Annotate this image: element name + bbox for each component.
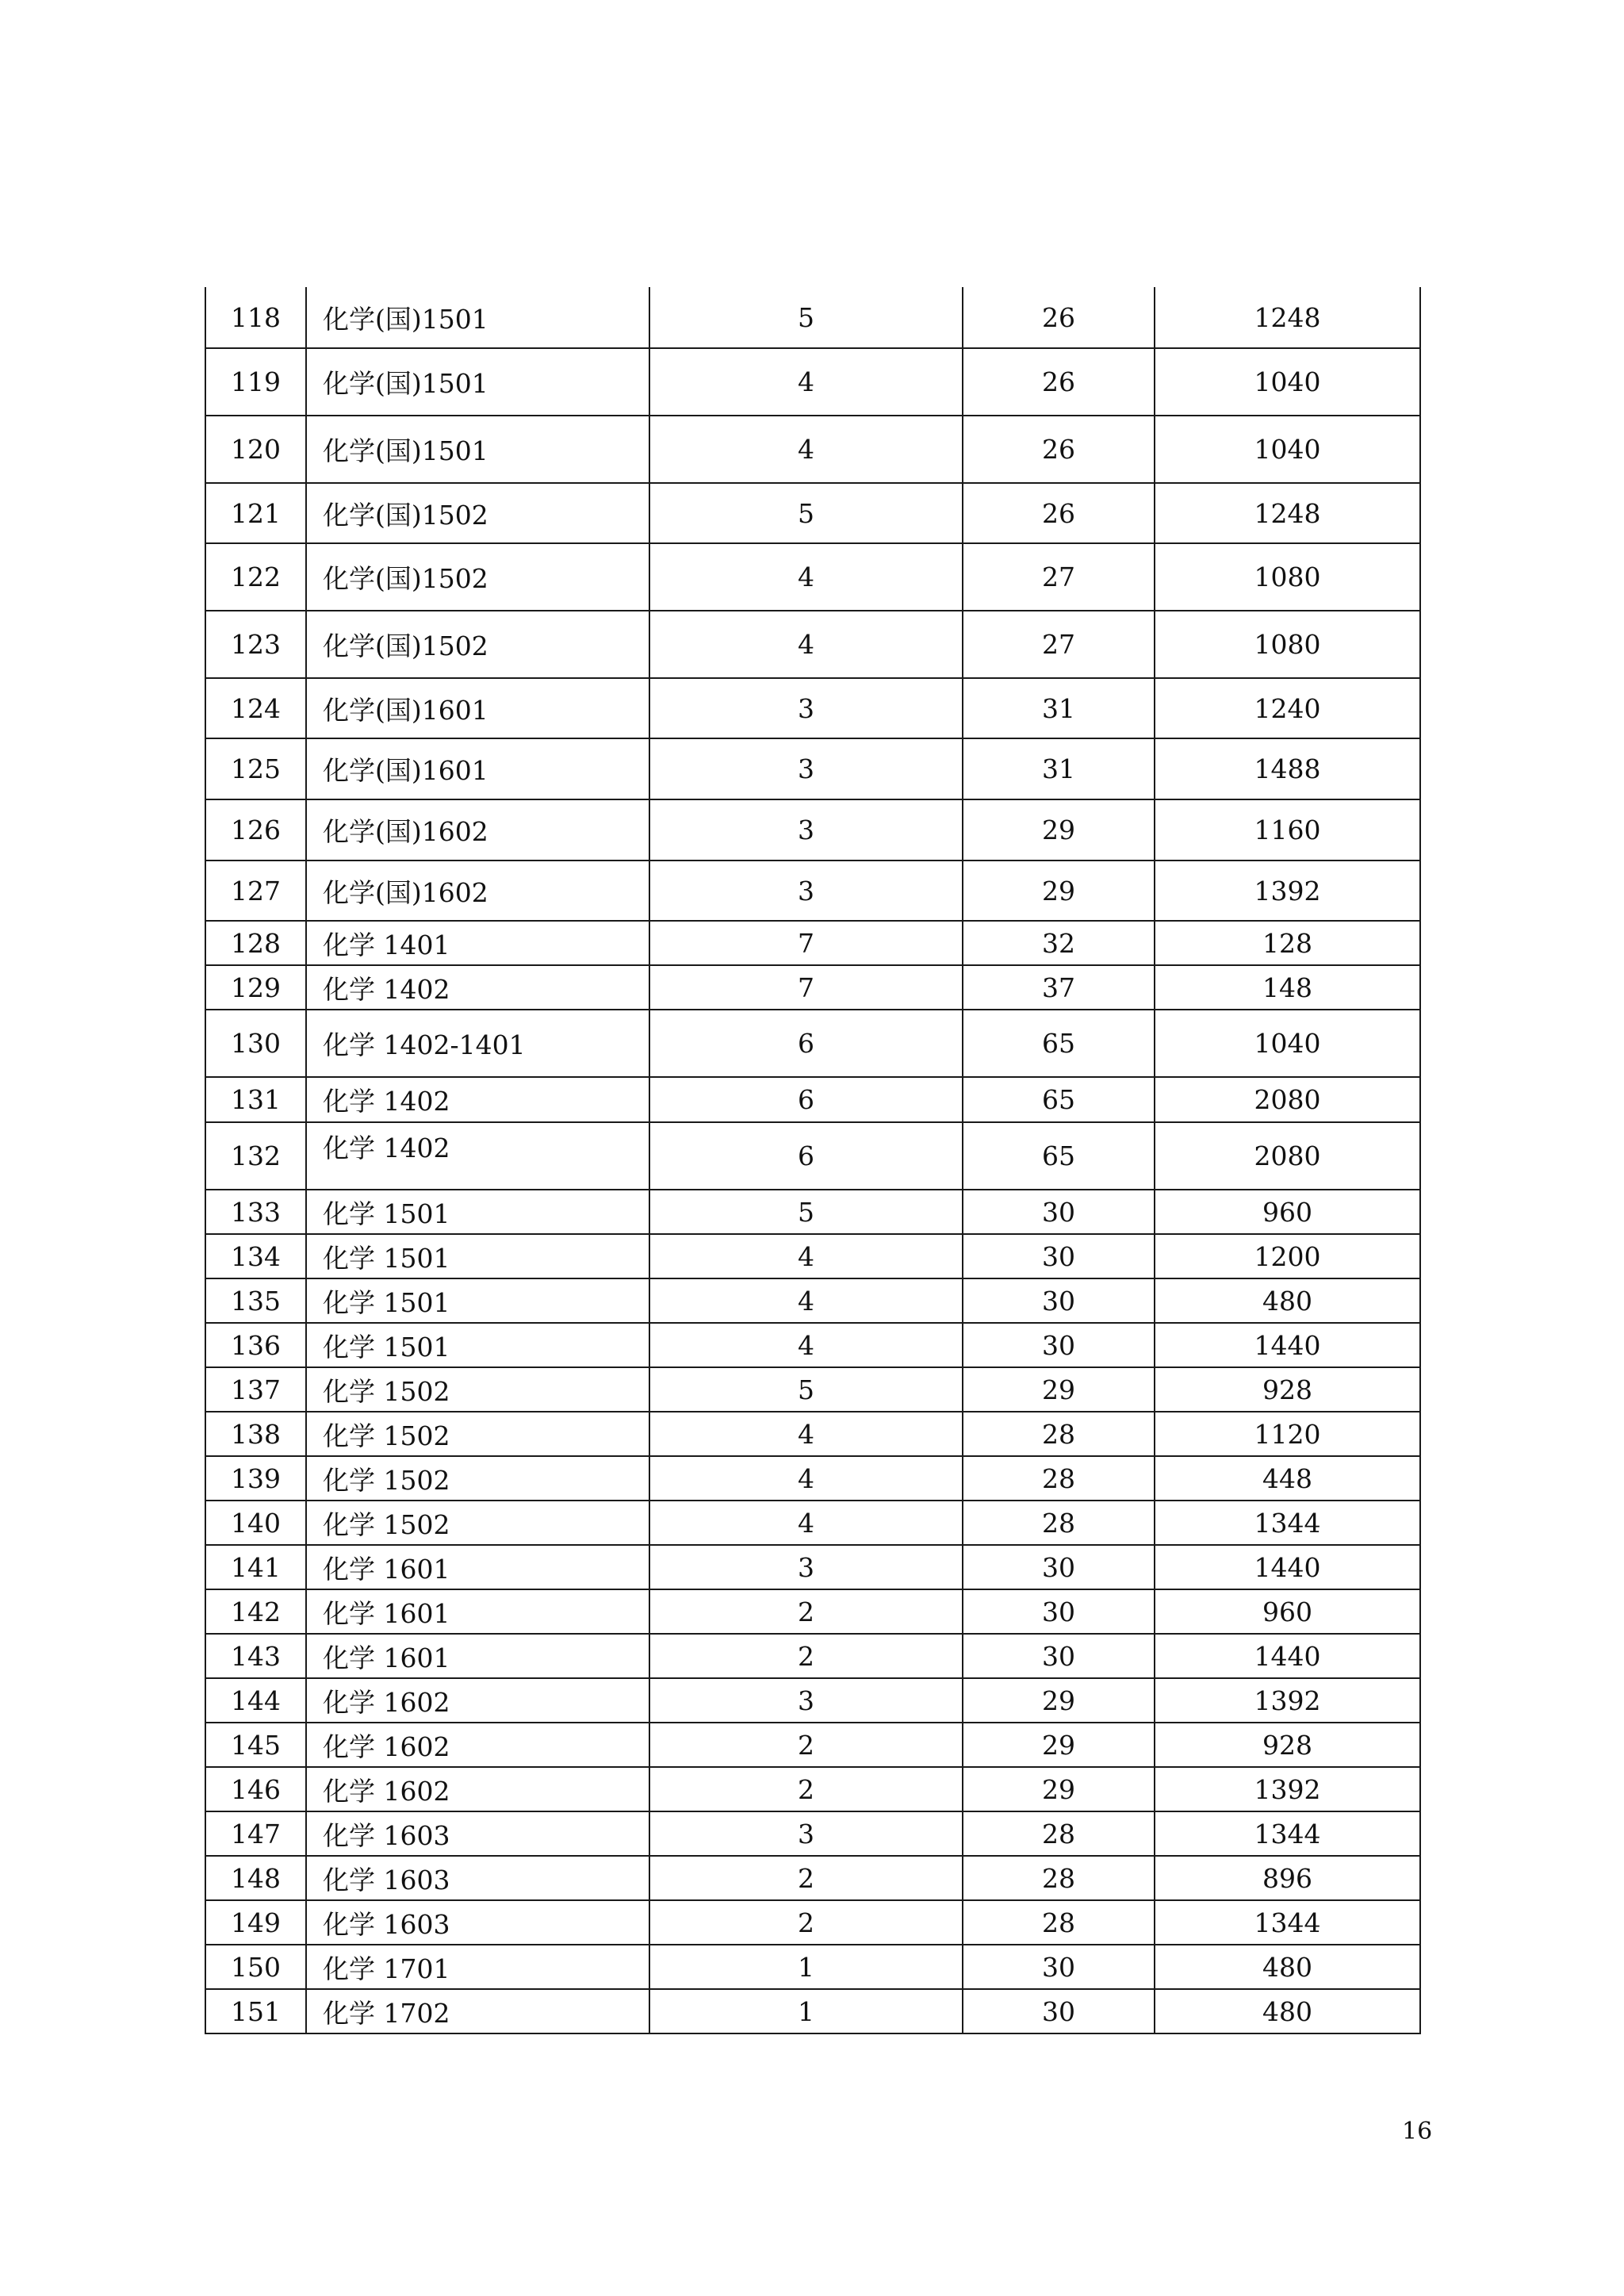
cell-class-name: 化学 1501 [306, 1323, 649, 1367]
table-row [205, 416, 1420, 483]
cell-no: 149 [205, 1900, 306, 1945]
cell-col4: 30 [963, 1278, 1155, 1323]
cell-class-name: 化学(国)1501 [306, 416, 649, 483]
table-row [205, 738, 1420, 799]
cell-class-name: 化学 1401 [306, 921, 649, 965]
cell-col3: 2 [649, 1634, 963, 1678]
cell-col3: 4 [649, 1323, 963, 1367]
cell-col3: 3 [649, 1545, 963, 1589]
cell-no: 148 [205, 1856, 306, 1900]
cell-col5: 1392 [1155, 1767, 1420, 1811]
cell-col3: 1 [649, 1945, 963, 1989]
cell-no: 127 [205, 861, 306, 921]
cell-col3: 4 [649, 543, 963, 611]
table-row [205, 1989, 1420, 2033]
cell-col4: 29 [963, 1767, 1155, 1811]
cell-no: 118 [205, 287, 306, 348]
cell-no: 130 [205, 1010, 306, 1077]
table-row [205, 1589, 1420, 1634]
cell-class-name: 化学(国)1502 [306, 543, 649, 611]
table-row [205, 1945, 1420, 1989]
cell-class-name: 化学(国)1602 [306, 799, 649, 861]
cell-no: 150 [205, 1945, 306, 1989]
table-row [205, 287, 1420, 348]
cell-class-name: 化学(国)1602 [306, 861, 649, 921]
cell-col3: 3 [649, 678, 963, 738]
cell-col4: 65 [963, 1010, 1155, 1077]
cell-no: 123 [205, 611, 306, 678]
cell-col4: 28 [963, 1501, 1155, 1545]
cell-col5: 1040 [1155, 348, 1420, 416]
cell-class-name: 化学(国)1501 [306, 287, 649, 348]
cell-col3: 4 [649, 611, 963, 678]
cell-class-name: 化学 1602 [306, 1767, 649, 1811]
table-row [205, 1767, 1420, 1811]
cell-col5: 1240 [1155, 678, 1420, 738]
cell-col5: 1040 [1155, 1010, 1420, 1077]
cell-col5: 2080 [1155, 1122, 1420, 1190]
cell-class-name: 化学 1402 [306, 1122, 649, 1190]
table-row [205, 1501, 1420, 1545]
cell-col4: 30 [963, 1634, 1155, 1678]
table-row [205, 1545, 1420, 1589]
cell-no: 141 [205, 1545, 306, 1589]
cell-col3: 3 [649, 861, 963, 921]
table-body [205, 287, 1420, 2033]
cell-col4: 29 [963, 799, 1155, 861]
cell-col4: 30 [963, 1190, 1155, 1234]
cell-col4: 27 [963, 611, 1155, 678]
table-row [205, 965, 1420, 1010]
cell-col5: 1040 [1155, 416, 1420, 483]
table-row [205, 1367, 1420, 1412]
table-row [205, 1234, 1420, 1278]
cell-col5: 1080 [1155, 543, 1420, 611]
cell-col4: 31 [963, 738, 1155, 799]
cell-col3: 4 [649, 1501, 963, 1545]
cell-col4: 30 [963, 1323, 1155, 1367]
cell-col3: 5 [649, 287, 963, 348]
cell-col4: 29 [963, 1678, 1155, 1723]
cell-class-name: 化学 1501 [306, 1190, 649, 1234]
cell-no: 125 [205, 738, 306, 799]
cell-col3: 4 [649, 1278, 963, 1323]
cell-col3: 6 [649, 1122, 963, 1190]
cell-col3: 4 [649, 1412, 963, 1456]
cell-col5: 928 [1155, 1723, 1420, 1767]
cell-col3: 3 [649, 1678, 963, 1723]
cell-col5: 1120 [1155, 1412, 1420, 1456]
cell-col5: 148 [1155, 965, 1420, 1010]
table-row [205, 543, 1420, 611]
cell-no: 126 [205, 799, 306, 861]
cell-class-name: 化学 1501 [306, 1234, 649, 1278]
cell-col4: 65 [963, 1122, 1155, 1190]
cell-col4: 26 [963, 287, 1155, 348]
cell-col5: 1160 [1155, 799, 1420, 861]
cell-col3: 5 [649, 1190, 963, 1234]
table-row [205, 1856, 1420, 1900]
cell-col5: 448 [1155, 1456, 1420, 1501]
cell-no: 144 [205, 1678, 306, 1723]
cell-class-name: 化学 1603 [306, 1900, 649, 1945]
cell-col3: 5 [649, 1367, 963, 1412]
table-row [205, 1723, 1420, 1767]
cell-col4: 27 [963, 543, 1155, 611]
cell-no: 133 [205, 1190, 306, 1234]
cell-col3: 7 [649, 965, 963, 1010]
cell-class-name: 化学 1601 [306, 1589, 649, 1634]
cell-col3: 6 [649, 1010, 963, 1077]
cell-col3: 6 [649, 1077, 963, 1122]
cell-class-name: 化学(国)1601 [306, 738, 649, 799]
page-number: 16 [1402, 2118, 1433, 2145]
table-row [205, 678, 1420, 738]
cell-col3: 4 [649, 1456, 963, 1501]
cell-class-name: 化学 1402-1401 [306, 1010, 649, 1077]
cell-no: 124 [205, 678, 306, 738]
cell-col5: 1440 [1155, 1634, 1420, 1678]
cell-col5: 1200 [1155, 1234, 1420, 1278]
table-row [205, 921, 1420, 965]
cell-col3: 1 [649, 1989, 963, 2033]
cell-class-name: 化学 1402 [306, 965, 649, 1010]
cell-col3: 2 [649, 1767, 963, 1811]
table-row [205, 1190, 1420, 1234]
cell-class-name: 化学 1603 [306, 1811, 649, 1856]
table-row [205, 1077, 1420, 1122]
cell-no: 128 [205, 921, 306, 965]
cell-col4: 29 [963, 1723, 1155, 1767]
cell-col4: 28 [963, 1412, 1155, 1456]
cell-class-name: 化学(国)1601 [306, 678, 649, 738]
table-row [205, 861, 1420, 921]
table-row [205, 1811, 1420, 1856]
cell-class-name: 化学 1601 [306, 1545, 649, 1589]
cell-no: 120 [205, 416, 306, 483]
cell-col5: 960 [1155, 1589, 1420, 1634]
cell-no: 129 [205, 965, 306, 1010]
cell-no: 143 [205, 1634, 306, 1678]
cell-no: 139 [205, 1456, 306, 1501]
cell-class-name: 化学 1502 [306, 1456, 649, 1501]
cell-col3: 2 [649, 1856, 963, 1900]
cell-no: 131 [205, 1077, 306, 1122]
cell-col3: 2 [649, 1589, 963, 1634]
cell-col4: 28 [963, 1856, 1155, 1900]
cell-col4: 30 [963, 1234, 1155, 1278]
cell-col4: 31 [963, 678, 1155, 738]
cell-col4: 32 [963, 921, 1155, 965]
table-row [205, 1412, 1420, 1456]
cell-no: 134 [205, 1234, 306, 1278]
table-row [205, 1634, 1420, 1678]
cell-col3: 4 [649, 416, 963, 483]
cell-col3: 2 [649, 1900, 963, 1945]
cell-col3: 3 [649, 738, 963, 799]
cell-class-name: 化学 1502 [306, 1367, 649, 1412]
table-row [205, 1323, 1420, 1367]
cell-col4: 30 [963, 1545, 1155, 1589]
cell-col5: 1392 [1155, 1678, 1420, 1723]
cell-col5: 1344 [1155, 1811, 1420, 1856]
cell-col5: 480 [1155, 1945, 1420, 1989]
cell-col4: 26 [963, 483, 1155, 543]
cell-col4: 26 [963, 348, 1155, 416]
cell-col3: 4 [649, 348, 963, 416]
table-row [205, 1278, 1420, 1323]
cell-col5: 480 [1155, 1278, 1420, 1323]
cell-no: 142 [205, 1589, 306, 1634]
cell-class-name: 化学 1502 [306, 1501, 649, 1545]
table-row [205, 1122, 1420, 1190]
table-row [205, 1678, 1420, 1723]
table-row [205, 1900, 1420, 1945]
cell-class-name: 化学(国)1502 [306, 611, 649, 678]
cell-col5: 928 [1155, 1367, 1420, 1412]
cell-col5: 1440 [1155, 1323, 1420, 1367]
cell-no: 151 [205, 1989, 306, 2033]
cell-col5: 1248 [1155, 287, 1420, 348]
cell-col4: 30 [963, 1945, 1155, 1989]
cell-no: 136 [205, 1323, 306, 1367]
cell-col4: 28 [963, 1811, 1155, 1856]
cell-no: 122 [205, 543, 306, 611]
cell-col5: 1392 [1155, 861, 1420, 921]
cell-class-name: 化学 1602 [306, 1678, 649, 1723]
table-row [205, 1456, 1420, 1501]
cell-col4: 26 [963, 416, 1155, 483]
cell-col4: 30 [963, 1589, 1155, 1634]
cell-col5: 1344 [1155, 1900, 1420, 1945]
cell-class-name: 化学 1601 [306, 1634, 649, 1678]
table-row [205, 611, 1420, 678]
cell-no: 147 [205, 1811, 306, 1856]
table-row [205, 348, 1420, 416]
cell-col5: 1440 [1155, 1545, 1420, 1589]
cell-col5: 1488 [1155, 738, 1420, 799]
cell-col4: 65 [963, 1077, 1155, 1122]
cell-no: 137 [205, 1367, 306, 1412]
cell-class-name: 化学(国)1502 [306, 483, 649, 543]
cell-no: 146 [205, 1767, 306, 1811]
cell-no: 132 [205, 1122, 306, 1190]
cell-class-name: 化学 1502 [306, 1412, 649, 1456]
cell-class-name: 化学 1702 [306, 1989, 649, 2033]
cell-col5: 896 [1155, 1856, 1420, 1900]
cell-class-name: 化学 1602 [306, 1723, 649, 1767]
cell-col3: 2 [649, 1723, 963, 1767]
cell-class-name: 化学(国)1501 [306, 348, 649, 416]
cell-class-name: 化学 1501 [306, 1278, 649, 1323]
cell-col5: 128 [1155, 921, 1420, 965]
cell-col5: 1080 [1155, 611, 1420, 678]
cell-col3: 3 [649, 1811, 963, 1856]
cell-col5: 480 [1155, 1989, 1420, 2033]
table-row [205, 483, 1420, 543]
cell-col3: 5 [649, 483, 963, 543]
cell-no: 121 [205, 483, 306, 543]
cell-col5: 960 [1155, 1190, 1420, 1234]
cell-col5: 1344 [1155, 1501, 1420, 1545]
cell-col4: 29 [963, 861, 1155, 921]
cell-no: 140 [205, 1501, 306, 1545]
cell-col4: 28 [963, 1900, 1155, 1945]
table-row [205, 1010, 1420, 1077]
data-table [205, 287, 1421, 2034]
cell-col4: 30 [963, 1989, 1155, 2033]
cell-no: 138 [205, 1412, 306, 1456]
cell-class-name: 化学 1603 [306, 1856, 649, 1900]
cell-class-name: 化学 1402 [306, 1077, 649, 1122]
table-row [205, 799, 1420, 861]
cell-no: 135 [205, 1278, 306, 1323]
cell-col5: 2080 [1155, 1077, 1420, 1122]
cell-col4: 28 [963, 1456, 1155, 1501]
cell-col3: 7 [649, 921, 963, 965]
cell-col5: 1248 [1155, 483, 1420, 543]
cell-col3: 3 [649, 799, 963, 861]
cell-col3: 4 [649, 1234, 963, 1278]
cell-no: 119 [205, 348, 306, 416]
cell-no: 145 [205, 1723, 306, 1767]
cell-col4: 29 [963, 1367, 1155, 1412]
cell-col4: 37 [963, 965, 1155, 1010]
cell-class-name: 化学 1701 [306, 1945, 649, 1989]
